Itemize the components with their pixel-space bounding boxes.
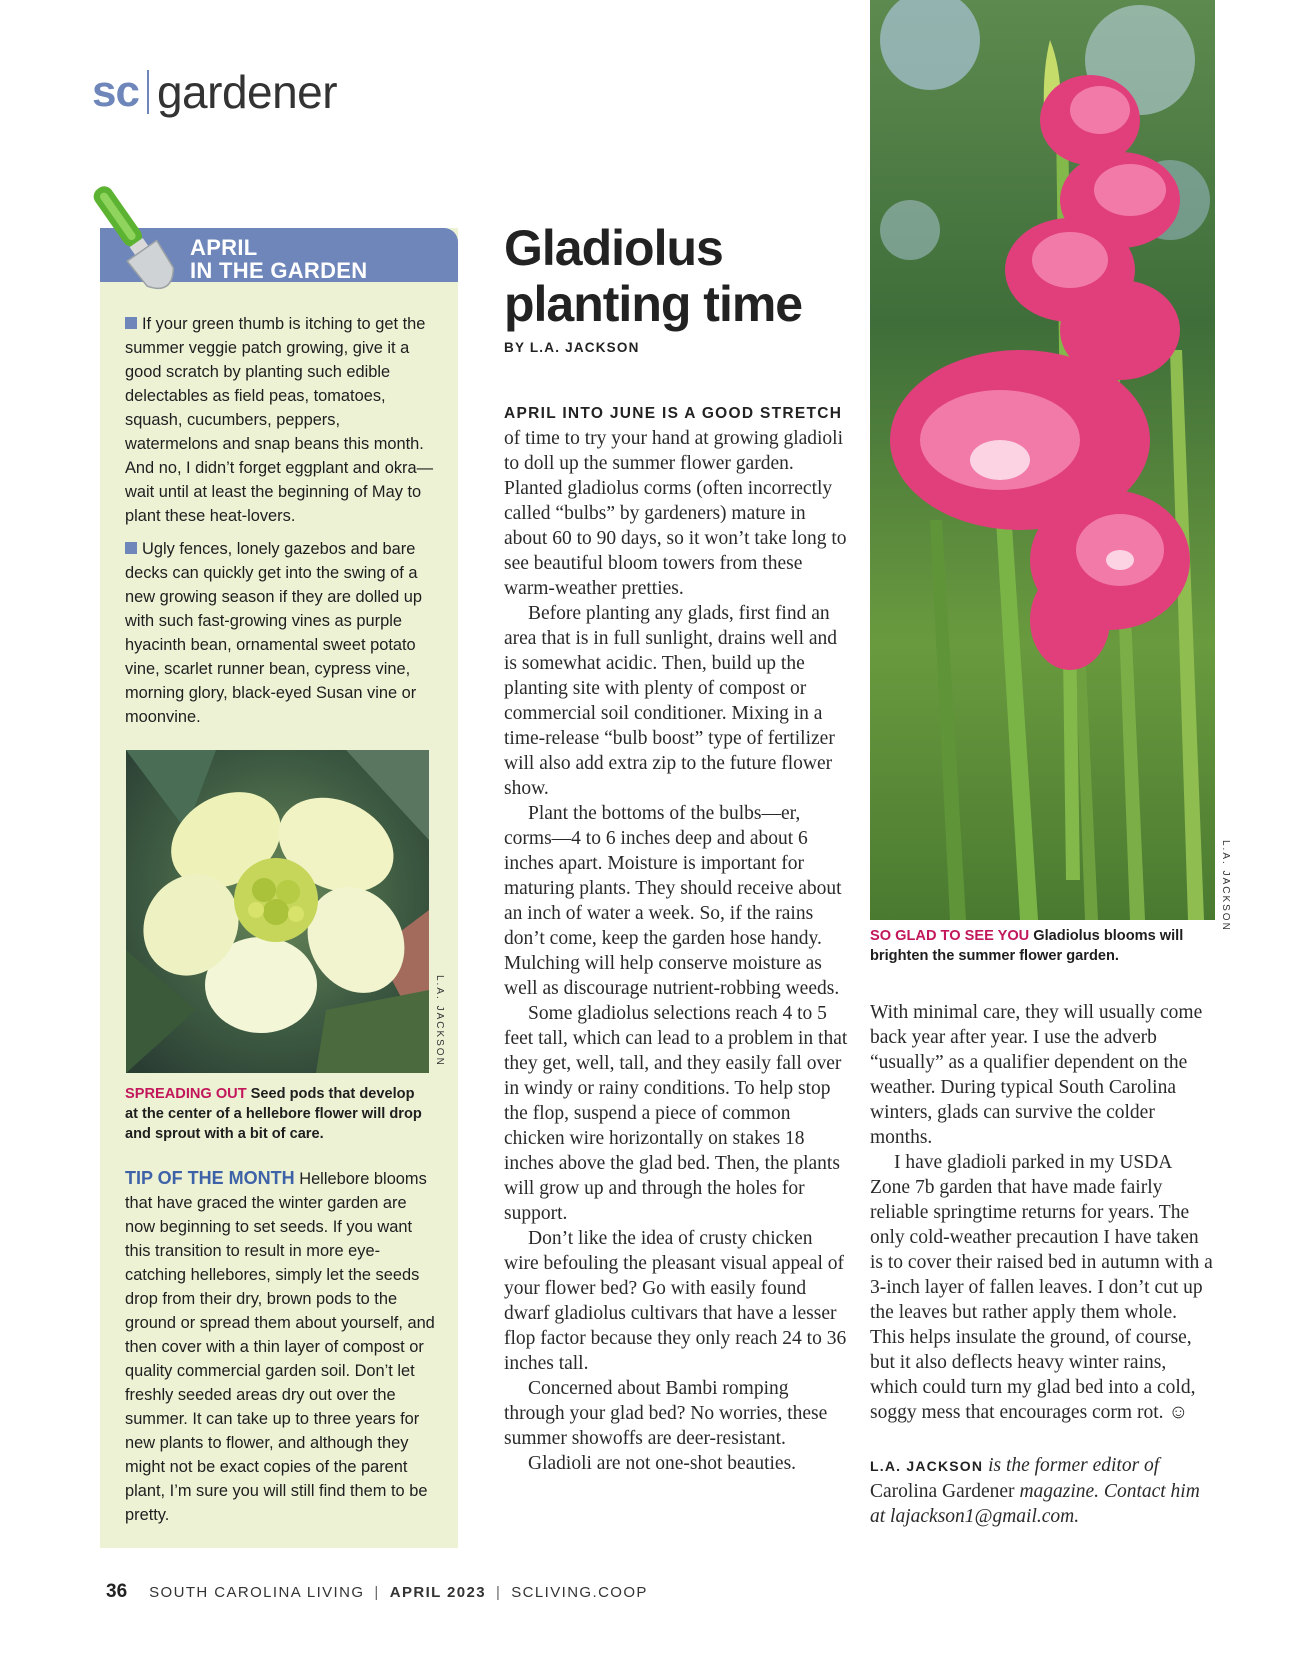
gladiolus-caption-text: Gladiolus blooms will brighten the summer flower garden.: [870, 928, 1184, 964]
hellebore-photo-credit: L.A. JACKSON: [434, 975, 445, 1067]
bullet-square-icon: [125, 317, 137, 329]
masthead-sc: sc: [92, 67, 139, 116]
footer-issue: APRIL 2023: [389, 1584, 486, 1601]
article-paragraph: With minimal care, they will usually come back year after year. I use the adverb “usually” as a qualifier dependent on the weather. During typical South Carolina winters, glads can survive the colder months.: [870, 1002, 1203, 1148]
article-paragraph: Plant the bottoms of the bulbs—er, corms—4 to 6 inches deep and about 6 inches apart. Moisture is important for maturing plants. They should receive about an inch of water a week. So, if the rains don’t come, keep the garden hose handy. Mulching will help conserve moisture as well as discourage nutrient-robbing weeds.: [504, 803, 842, 999]
gladiolus-photo: [870, 0, 1215, 920]
footer-separator: |: [495, 1584, 502, 1601]
page-number: 36: [106, 1581, 128, 1602]
article-paragraph: Don’t like the idea of crusty chicken wire befouling the pleasant visual appeal of your flower bed? Go with easily found dwarf gladiolus cultivars that have a lesser flop factor because they only reach 24 to 36 inches tall.: [504, 1228, 847, 1374]
footer-separator: |: [374, 1584, 380, 1601]
article-paragraph: I have gladioli parked in my USDA Zone 7b garden that have made fairly reliable springtime returns for years. The only cold-weather precaution I have taken is to cover their raised bed in autumn with a 3-inch layer of fallen leaves. I don’t cut up the leaves but rather apply them whole. This helps insulate the ground, of course, but it also deflects heavy winter rains, which could turn my glad bed into a cold, soggy mess that encourages corm rot. ☺: [870, 1152, 1213, 1423]
gladiolus-caption: [870, 926, 1215, 966]
trowel-icon: [82, 172, 192, 312]
author-bio: L.A. JACKSON is the former editor of Carolina Gardener magazine. Contact him at lajackson1@gmail.com.: [870, 1455, 1200, 1527]
gladiolus-photo-credit: L.A. JACKSON: [1220, 840, 1231, 932]
sidebar-body: [125, 312, 435, 738]
article-column-1: [504, 400, 849, 1476]
article-paragraph: Gladioli are not one-shot beauties.: [528, 1453, 797, 1474]
bullet-square-icon: [125, 542, 137, 554]
sidebar-item: Ugly fences, lonely gazebos and bare decks can quickly get into the swing of a new growing season if they are dolled up with such fast-growing vines as purple hyacinth bean, ornamental sweet potato vine, scarlet runner bean, cypress vine, morning glory, black-eyed Susan vine or moonvine.: [125, 540, 423, 726]
article-column-2: [870, 1000, 1215, 1529]
article-paragraph: Before planting any glads, first find an area that is in full sunlight, drains well and is somewhat acidic. Then, build up the planting site with plenty of compost or commercial soil conditioner. Mixing in a time-release “bulb boost” type of fertilizer will also add extra zip to the future flower show.: [504, 603, 838, 799]
masthead-section: gardener: [156, 66, 338, 118]
author-bio-name: L.A. JACKSON: [870, 1458, 984, 1474]
hellebore-photo: [126, 750, 429, 1073]
masthead-divider: [147, 70, 149, 114]
hellebore-caption-lead: SPREADING OUT: [125, 1086, 247, 1102]
article-paragraph: APRIL INTO JUNE IS A GOOD STRETCH of time to try your hand at growing gladioli to doll up the summer flower garden. Planted gladiolus corms (often incorrectly called “bulbs” by gardeners) mature in about 60 to 90 days, so it won’t take long to see beautiful bloom towers from these warm-weather pretties.: [504, 405, 847, 599]
sidebar-heading-line2: IN THE GARDEN: [190, 258, 368, 283]
tip-heading: TIP OF THE MONTH: [125, 1168, 295, 1188]
hellebore-caption-text: Seed pods that develop at the center of a hellebore flower will drop and sprout with a bit of care.: [125, 1086, 422, 1142]
author-bio-publication: Carolina Gardener: [870, 1481, 1015, 1502]
sidebar-heading-line1: APRIL: [190, 235, 258, 260]
tip-text: Hellebore blooms that have graced the winter garden are now beginning to set seeds. If you want this transition to result in more eye-catching hellebores, simply let the seeds drop from their dry, brown pods to the ground or spread them about yourself, and then cover with a thin layer of compost or quality commercial garden soil. Don’t let freshly seeded areas dry out over the summer. It can take up to three years for new plants to flower, and although they might not be exact copies of the parent plant, I’m sure you will still find them to be pretty.: [125, 1170, 435, 1524]
article-headline: Gladiolus planting time: [504, 220, 803, 332]
hellebore-caption: [125, 1084, 425, 1144]
page-footer: [106, 1581, 648, 1603]
sidebar-item: If your green thumb is itching to get the summer veggie patch growing, give it a good scratch by planting such edible delectables as field peas, tomatoes, squash, cucumbers, peppers, watermelons and snap beans this month. And no, I didn’t forget eggplant and okra—wait until at least the beginning of May to plant these heat-lovers.: [125, 315, 433, 525]
article-byline: BY L.A. JACKSON: [504, 340, 640, 355]
sidebar-heading: [190, 236, 367, 282]
end-mark-icon: ☺: [1168, 1402, 1189, 1423]
article-paragraph: Some gladiolus selections reach 4 to 5 feet tall, which can lead to a problem in that they get, well, tall, and they easily fall over in windy or rainy conditions. To help stop the flop, suspend a piece of common chicken wire horizontally on stakes 18 inches above the glad bed. Then, the plants will grow up and through the holes for support.: [504, 1003, 848, 1224]
article-paragraph: Concerned about Bambi romping through your glad bed? No worries, these summer showoffs are deer-resistant.: [504, 1378, 828, 1449]
tip-of-the-month: [125, 1166, 437, 1527]
footer-site: SCLIVING.COOP: [511, 1584, 648, 1601]
masthead: [92, 64, 337, 120]
gladiolus-caption-lead: SO GLAD TO SEE YOU: [870, 928, 1030, 944]
footer-publication: SOUTH CAROLINA LIVING: [149, 1584, 365, 1601]
article-leadin: APRIL INTO JUNE IS A GOOD STRETCH: [504, 405, 843, 422]
